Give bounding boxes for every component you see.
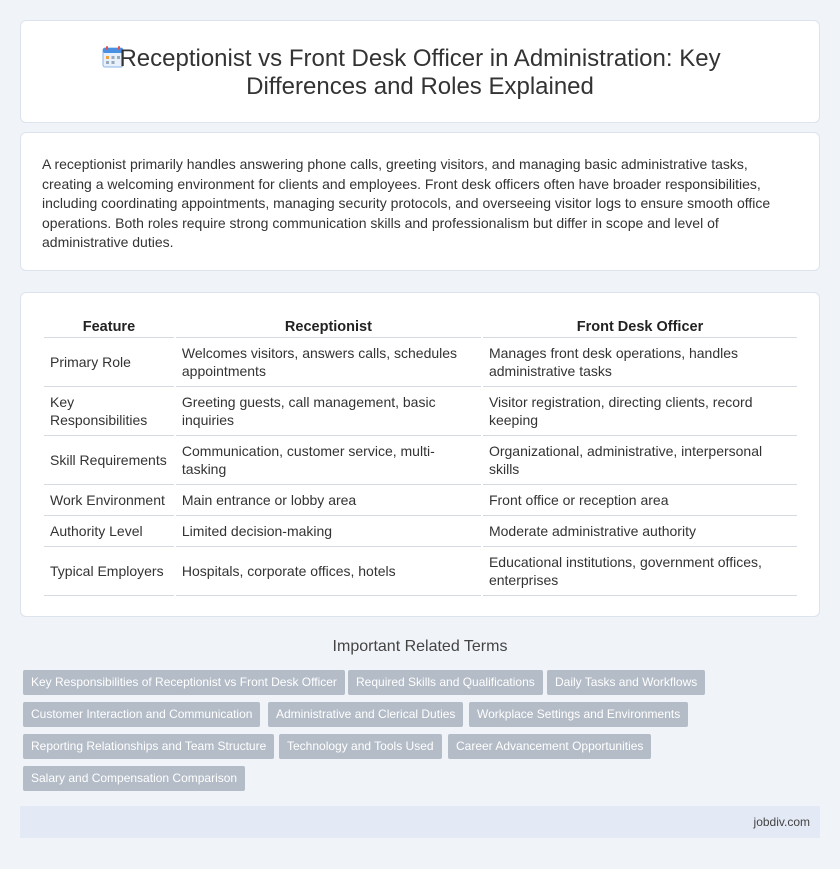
feature-cell: Key Responsibilities bbox=[44, 387, 174, 436]
related-tag[interactable]: Technology and Tools Used bbox=[279, 734, 442, 759]
feature-cell: Skill Requirements bbox=[44, 436, 174, 485]
feature-cell: Primary Role bbox=[44, 338, 174, 387]
comparison-card bbox=[20, 292, 820, 617]
column-header-receptionist: Receptionist bbox=[176, 316, 481, 338]
table-header-row bbox=[44, 316, 797, 338]
receptionist-cell: Communication, customer service, multi-tasking bbox=[176, 436, 481, 485]
related-tag[interactable]: Daily Tasks and Workflows bbox=[547, 670, 705, 695]
receptionist-cell: Hospitals, corporate offices, hotels bbox=[176, 547, 481, 596]
front-desk-officer-cell: Organizational, administrative, interpersonal skills bbox=[483, 436, 797, 485]
table-row bbox=[44, 338, 797, 387]
intro-paragraph: A receptionist primarily handles answering phone calls, greeting visitors, and managing basic administrative tasks, creating a welcoming environment for clients and employees. Front desk officers often have broader responsibilities, including coordinating appointments, managing security protocols, and overseeing visitor logs to ensure smooth office operations. Both roles require strong communication skills and professionalism but differ in scope and level of administrative duties. bbox=[42, 156, 771, 250]
page-title: Receptionist vs Front Desk Officer in Administration: Key Differences and Roles Explained bbox=[119, 45, 721, 100]
feature-cell: Authority Level bbox=[44, 516, 174, 547]
receptionist-cell: Greeting guests, call management, basic inquiries bbox=[176, 387, 481, 436]
related-tag[interactable]: Administrative and Clerical Duties bbox=[268, 702, 463, 727]
table-row bbox=[44, 485, 797, 516]
related-tag[interactable]: Career Advancement Opportunities bbox=[448, 734, 651, 759]
related-tag[interactable]: Required Skills and Qualifications bbox=[348, 670, 543, 695]
table-row bbox=[44, 547, 797, 596]
related-tag[interactable]: Customer Interaction and Communication bbox=[23, 702, 260, 727]
comparison-table bbox=[42, 316, 799, 596]
footer-site-link[interactable]: jobdiv.com bbox=[753, 815, 810, 829]
front-desk-officer-cell: Visitor registration, directing clients, record keeping bbox=[483, 387, 797, 436]
receptionist-cell: Limited decision-making bbox=[176, 516, 481, 547]
footer bbox=[20, 806, 820, 838]
front-desk-officer-cell: Moderate administrative authority bbox=[483, 516, 797, 547]
title-card bbox=[20, 20, 820, 123]
intro-card bbox=[20, 132, 820, 271]
receptionist-cell: Welcomes visitors, answers calls, schedules appointments bbox=[176, 338, 481, 387]
table-row bbox=[44, 516, 797, 547]
column-header-front-desk-officer: Front Desk Officer bbox=[483, 316, 797, 338]
table-row bbox=[44, 387, 797, 436]
related-tag[interactable]: Reporting Relationships and Team Structure bbox=[23, 734, 274, 759]
related-tag[interactable]: Key Responsibilities of Receptionist vs Front Desk Officer bbox=[23, 670, 345, 695]
feature-cell: Typical Employers bbox=[44, 547, 174, 596]
related-tag[interactable]: Workplace Settings and Environments bbox=[469, 702, 688, 727]
feature-cell: Work Environment bbox=[44, 485, 174, 516]
front-desk-officer-cell: Educational institutions, government offices, enterprises bbox=[483, 547, 797, 596]
front-desk-officer-cell: Front office or reception area bbox=[483, 485, 797, 516]
table-row bbox=[44, 436, 797, 485]
front-desk-officer-cell: Manages front desk operations, handles administrative tasks bbox=[483, 338, 797, 387]
column-header-feature: Feature bbox=[44, 316, 174, 338]
receptionist-cell: Main entrance or lobby area bbox=[176, 485, 481, 516]
related-tag[interactable]: Salary and Compensation Comparison bbox=[23, 766, 245, 791]
related-terms-heading: Important Related Terms bbox=[332, 638, 508, 655]
